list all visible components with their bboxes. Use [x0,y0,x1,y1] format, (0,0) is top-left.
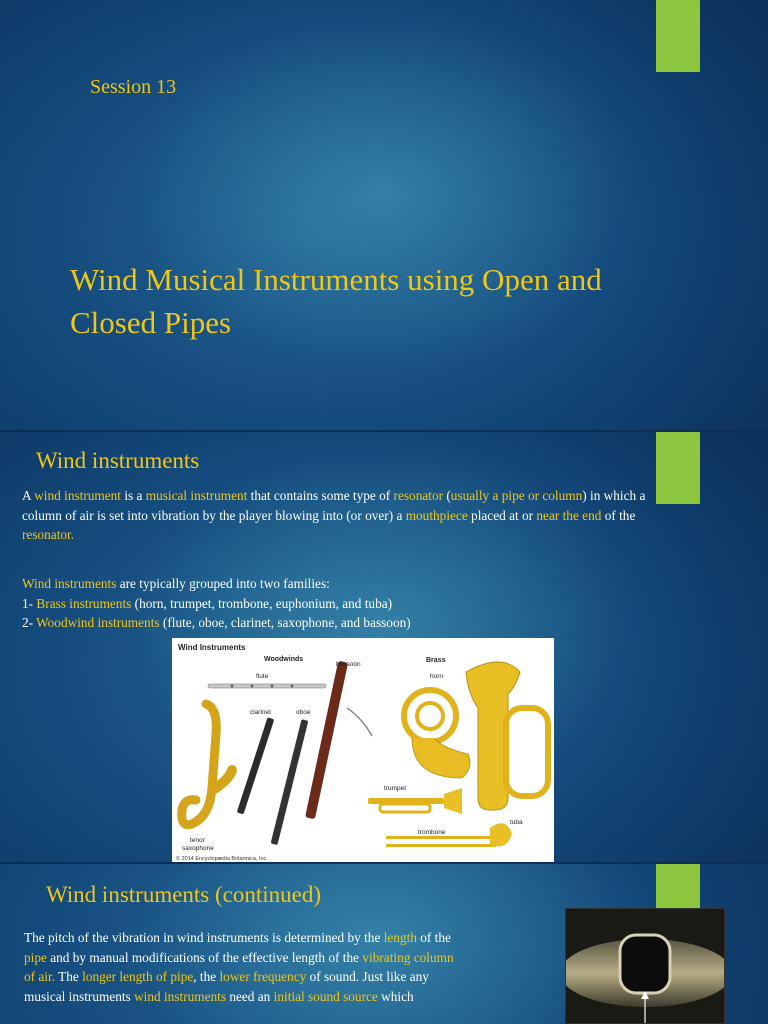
text-run: ) in which a column of air is set into vibration by the player blowing into (or over) a [22,488,646,523]
text-run: are typically grouped into two families: [116,576,330,591]
text-run: that contains some type of [247,488,394,503]
highlight-term: wind instrument [34,488,121,503]
text-run: The pitch of the vibration in wind instruments is determined by the [24,930,384,945]
text-run: placed at or [467,507,537,523]
wind-instruments-slide [0,432,768,862]
highlight-term: longer length of pipe [82,969,194,984]
label-clarinet: clarinet [250,709,271,716]
horn-drawing [404,690,470,778]
text-run: is a [121,488,146,503]
highlight-term: usually a pipe or column [450,488,583,503]
highlight-term: length [383,930,417,945]
highlight-term: musical instrument [145,488,248,503]
pitch-paragraph [24,928,454,1006]
highlight-term: near the end [536,507,602,523]
label-saxophone: saxophone [182,845,214,852]
highlight-term: pipe [24,949,47,965]
text-run: A [22,488,35,503]
text-run: and by manual modifications of the effective length of the [46,949,363,965]
oboe-drawing [271,719,309,845]
mouthpiece-photo [565,908,725,1024]
family-brass [22,594,662,614]
text-run: (horn, trumpet, trombone, euphonium, and tuba) [131,595,393,611]
highlight-term: mouthpiece [405,507,468,523]
text-run: of the [416,930,451,945]
flute-drawing [208,684,326,688]
highlight-term: Wind instruments [22,576,117,591]
label-trombone: trombone [418,829,446,836]
families-list [22,574,662,633]
label-trumpet: trumpet [384,785,407,792]
text-run: need an [226,988,274,1004]
title-slide [0,0,768,430]
label-tuba: tuba [510,819,523,826]
instruments-figure [172,638,554,862]
label-oboe: oboe [296,709,311,716]
wind-instruments-continued-slide [0,864,768,1024]
accent-bar [656,0,700,72]
label-flute: flute [256,673,269,680]
highlight-term: Brass instruments [36,595,132,611]
text-run: The [55,969,83,984]
trumpet-drawing [368,788,462,814]
session-label: Session 13 [90,76,177,98]
clarinet-drawing [237,717,275,814]
group-brass: Brass [426,657,446,664]
text-run: ( [443,488,451,503]
accent-bar [656,432,700,504]
text-run: which [377,988,414,1004]
slide-title: Wind Musical Instruments using Open and Closed Pipes [70,262,602,340]
text-run: of sound. Just like any musical instruments [24,969,429,1004]
families-intro [22,574,662,594]
tuba-drawing [466,662,548,810]
definition-paragraph [22,486,662,545]
highlight-term: lower frequency [219,969,307,984]
figure-credit: © 2014 Encyclopædia Britannica, Inc. [176,856,268,862]
section-heading: Wind instruments (continued) [46,882,322,907]
trombone-drawing [386,823,512,847]
highlight-term: initial sound source [273,988,378,1004]
family-woodwind [22,613,662,633]
label-bassoon: bassoon [336,661,361,668]
text-run: of the [601,507,636,523]
text-run: 1- [22,595,37,611]
highlight-term: vibrating column of air. [24,949,454,984]
highlight-term: wind instruments [134,988,227,1004]
figure-title: Wind Instruments [178,643,246,652]
text-run: 2- [22,615,37,630]
highlight-term: Woodwind instruments [36,615,160,630]
saxophone-drawing [182,704,232,825]
label-horn: horn [430,673,444,680]
highlight-term: resonator [393,488,444,503]
text-run: , the [193,969,220,984]
label-tenor: tenor [190,837,205,844]
highlight-term: resonator. [22,527,75,542]
section-heading: Wind instruments [36,448,200,473]
group-woodwinds: Woodwinds [264,656,304,663]
text-run: (flute, oboe, clarinet, saxophone, and bassoon) [159,615,411,630]
